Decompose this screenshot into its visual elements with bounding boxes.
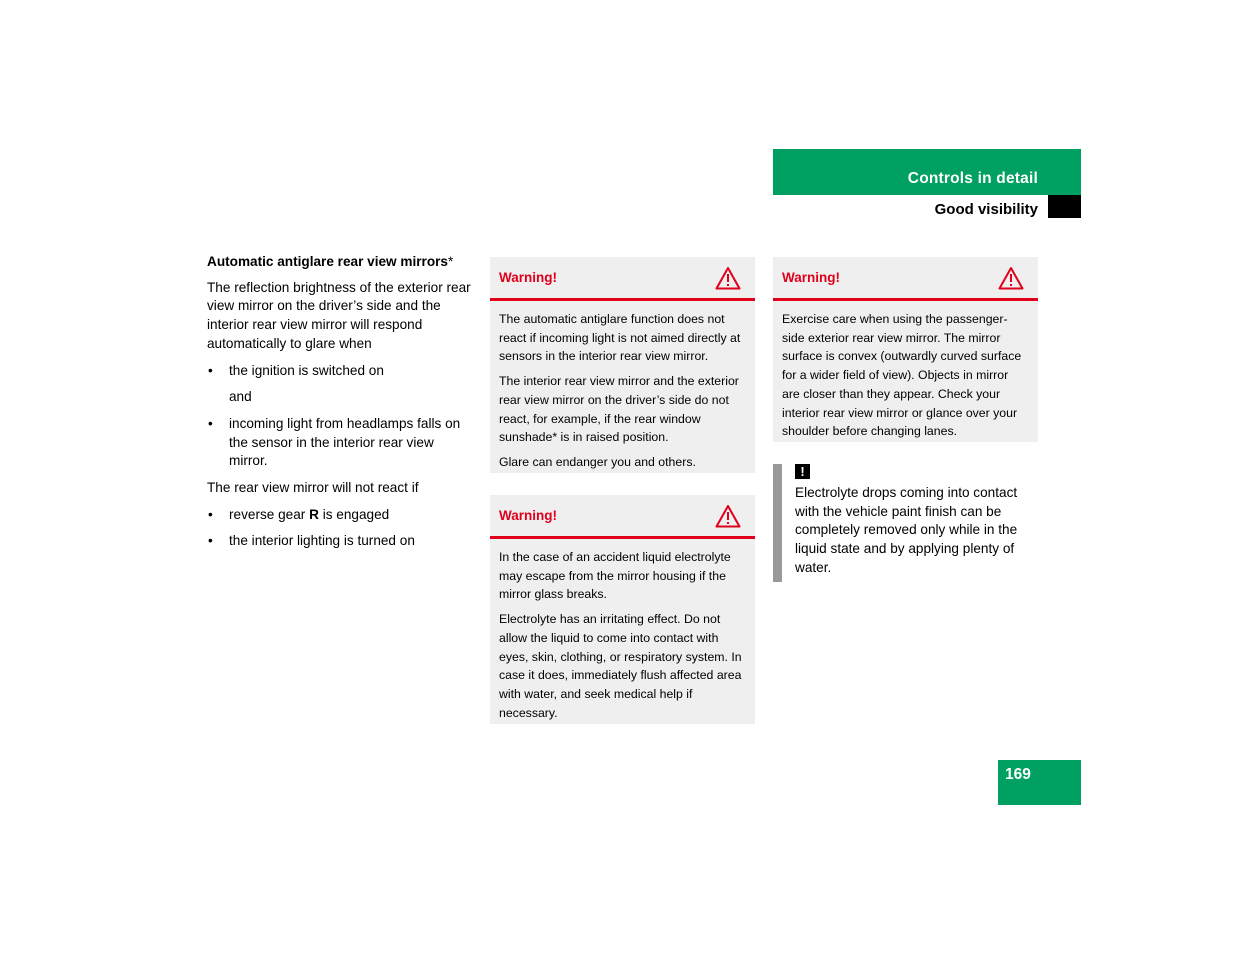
warning-label: Warning! — [499, 508, 557, 523]
condition-list — [207, 362, 475, 381]
warning-box-antiglare — [490, 257, 755, 473]
warning-box-convex-mirror — [773, 257, 1038, 442]
warning-label: Warning! — [782, 270, 840, 285]
list-item: • reverse gear R is engaged — [208, 506, 390, 522]
warning-header — [773, 257, 1038, 301]
exclamation-icon: ! — [795, 464, 810, 479]
not-react-paragraph: The rear view mirror will not react if — [207, 480, 419, 496]
warning-header — [490, 257, 755, 301]
header-marker — [1048, 195, 1081, 218]
warning-body: Exercise care when using the passenger-side exterior rear view mirror. The mirror surface is convex (outwardly curved surface for a wider field of view). Objects in mirror are closer than they appear. Check your interior rear view mirror or glance over your shoulder before changing lanes. — [782, 312, 1022, 439]
subsection-title: Good visibility — [934, 201, 1038, 218]
intro-paragraph: The reflection brightness of the exterior rear view mirror on the driver’s side and the interior rear view mirror will respond automatically to glare when — [207, 279, 471, 351]
warning-label: Warning! — [499, 270, 557, 285]
section-header-bar — [773, 149, 1081, 195]
warning-body: The automatic antiglare function does not react if incoming light is not aimed directly at sensors in the interior rear view mirror. The interior rear view mirror and the exterior rear view mirror on the driver’s side do not react, for example, if the rear window sunshade* is in raised position. Glare can endanger you and others. — [499, 312, 741, 469]
warning-triangle-icon — [998, 266, 1024, 290]
list-item: • incoming light from headlamps falls on the sensor in the interior rear view mirror. — [208, 415, 461, 469]
notice-bar — [773, 464, 782, 582]
exception-list — [207, 506, 475, 551]
warning-triangle-icon — [715, 266, 741, 290]
warning-header — [490, 495, 755, 539]
and-connector: and — [229, 389, 252, 405]
warning-body: In the case of an accident liquid electrolyte may escape from the mirror housing if the mirror glass breaks. Electrolyte has an irritating effect. Do not allow the liquid to come into contact with eyes, skin, clothing, or respiratory system. In case it does, immediately flush affected area with water, and seek medical help if necessary. — [499, 550, 742, 720]
paint-notice — [773, 464, 1038, 582]
list-item: • the interior lighting is turned on — [208, 533, 415, 549]
list-item: • the ignition is switched on — [208, 362, 384, 378]
notice-text: Electrolyte drops coming into contact with the vehicle paint finish can be completely removed only while in the liquid state and by applying plenty of water. — [795, 485, 1018, 575]
section-title: Controls in detail — [907, 170, 1038, 187]
warning-triangle-icon — [715, 504, 741, 528]
page-number: 169 — [998, 760, 1081, 805]
warning-box-electrolyte — [490, 495, 755, 724]
condition-list-2 — [207, 415, 475, 471]
main-text-column — [207, 253, 475, 559]
topic-heading: Automatic antiglare rear view mirrors* — [207, 254, 454, 269]
